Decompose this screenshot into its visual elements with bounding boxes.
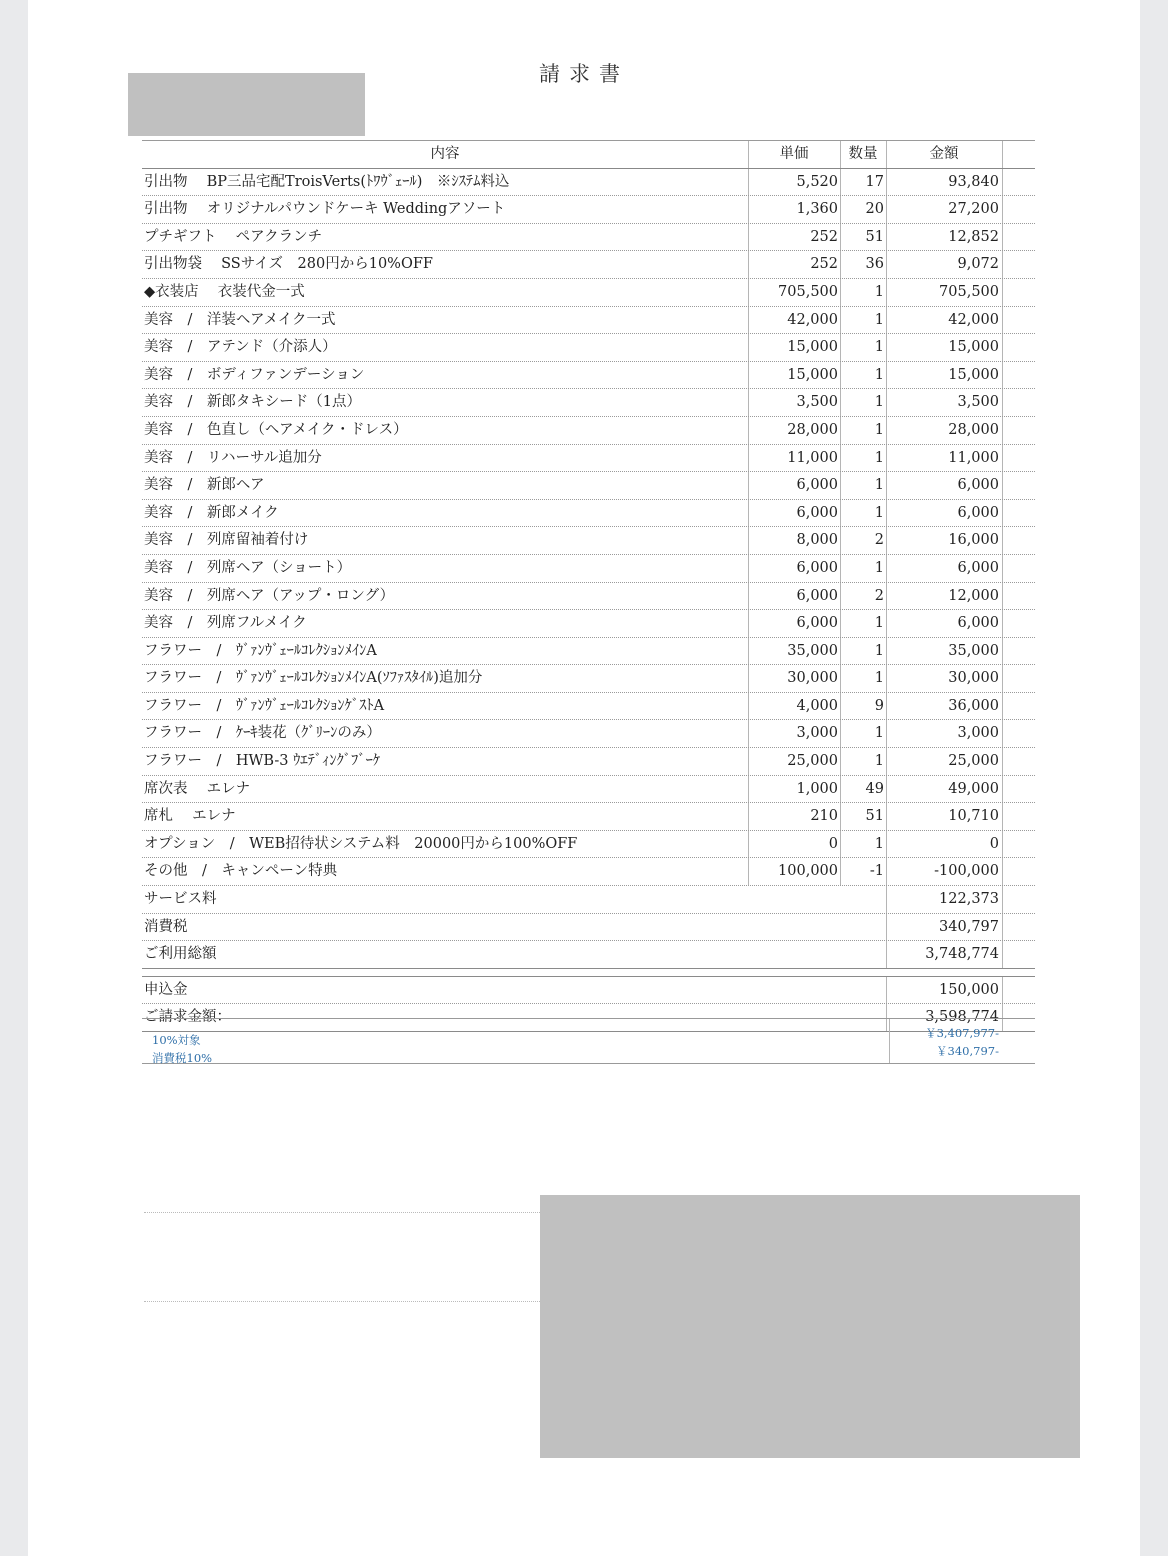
item-desc: 美容 / 列席フルメイク [144, 615, 307, 632]
summary-row-tax [142, 914, 1035, 942]
redacted-recipient-block [128, 73, 365, 136]
summary-row-service [142, 886, 1035, 914]
table-row [142, 610, 1035, 638]
item-desc: 美容 / 列席ヘア（アップ・ロング） [144, 587, 395, 604]
redacted-issuer-block [540, 1195, 1080, 1458]
item-price: 4,000 [796, 697, 838, 714]
signature-line [144, 1212, 544, 1213]
item-price: 705,500 [778, 283, 838, 300]
item-qty: 51 [865, 808, 884, 825]
service-value: 122,373 [939, 891, 999, 908]
summary-row-total [142, 941, 1035, 969]
item-price: 0 [828, 835, 838, 852]
item-qty: 1 [874, 477, 884, 494]
item-amount: 35,000 [948, 642, 999, 659]
header-price: 単価 [779, 146, 809, 162]
table-row [142, 748, 1035, 776]
item-desc: ◆衣装店 衣装代金一式 [144, 283, 305, 300]
item-qty: 2 [874, 532, 884, 549]
item-desc: 美容 / 色直し（ヘアメイク・ドレス） [144, 421, 408, 438]
item-amount: 0 [989, 835, 999, 852]
item-amount: 705,500 [939, 283, 999, 300]
item-price: 6,000 [796, 477, 838, 494]
table-header [142, 140, 1035, 169]
item-amount: 12,000 [948, 587, 999, 604]
item-qty: 1 [874, 725, 884, 742]
table-row [142, 389, 1035, 417]
tax-rate-label: 消費税10% [152, 1051, 213, 1065]
item-price: 28,000 [787, 421, 838, 438]
item-desc: 美容 / 新郎ヘア [144, 477, 265, 494]
item-amount: 15,000 [948, 339, 999, 356]
item-qty: 1 [874, 394, 884, 411]
tax-target-value: ￥3,407,977- [925, 1026, 999, 1040]
item-price: 8,000 [796, 532, 838, 549]
invoice-table [142, 140, 1035, 1032]
item-amount: 49,000 [948, 780, 999, 797]
item-amount: 6,000 [957, 615, 999, 632]
item-desc: 美容 / 列席留袖着付け [144, 532, 309, 549]
item-price: 3,500 [796, 394, 838, 411]
item-desc: その他 / キャンペーン特典 [144, 863, 338, 880]
item-price: 1,360 [796, 201, 838, 218]
item-desc: 席札 エレナ [144, 808, 236, 825]
table-row [142, 307, 1035, 335]
table-row [142, 417, 1035, 445]
item-desc: 引出物 BP三品宅配TroisVerts(ﾄﾜｳﾞｪｰﾙ) ※ｼｽﾃﾑ料込 [144, 173, 510, 190]
table-row [142, 196, 1035, 224]
item-qty: 2 [874, 587, 884, 604]
service-label: サービス料 [144, 891, 217, 908]
item-desc: 美容 / 列席ヘア（ショート） [144, 559, 352, 576]
item-desc: 美容 / ボディファンデーション [144, 366, 365, 383]
total-value: 3,748,774 [925, 946, 999, 963]
item-desc: プチギフト ペアクランチ [144, 228, 323, 245]
table-row [142, 472, 1035, 500]
item-price: 35,000 [787, 642, 838, 659]
item-qty: 1 [874, 835, 884, 852]
item-qty: 20 [865, 201, 884, 218]
item-amount: 3,500 [957, 394, 999, 411]
item-qty: 1 [874, 753, 884, 770]
table-row [142, 279, 1035, 307]
item-desc: フラワー / ｳﾞｧﾝｳﾞｪｰﾙｺﾚｸｼｮﾝﾒｲﾝA(ｿﾌｧｽﾀｲﾙ)追加分 [144, 670, 483, 687]
tax-label: 消費税 [144, 918, 188, 935]
item-desc: 引出物 オリジナルパウンドケーキ Weddingアソート [144, 201, 506, 218]
total-label: ご利用総額 [144, 946, 217, 963]
item-amount: 27,200 [948, 201, 999, 218]
deposit-label: 申込金 [144, 981, 188, 998]
table-row [142, 831, 1035, 859]
item-desc: フラワー / ｳﾞｧﾝｳﾞｪｰﾙｺﾚｸｼｮﾝｹﾞｽﾄA [144, 697, 385, 714]
table-row [142, 334, 1035, 362]
item-price: 6,000 [796, 504, 838, 521]
table-row [142, 555, 1035, 583]
tax-value: 340,797 [939, 918, 999, 935]
item-amount: 11,000 [948, 449, 999, 466]
item-amount: 6,000 [957, 559, 999, 576]
summary-separator [142, 969, 1035, 977]
item-qty: 51 [865, 228, 884, 245]
item-amount: 15,000 [948, 366, 999, 383]
tax-rate-value: ￥340,797- [936, 1044, 999, 1058]
item-amount: 6,000 [957, 504, 999, 521]
item-desc: フラワー / ｹｰｷ装花（ｸﾞﾘｰﾝのみ） [144, 725, 381, 742]
billing-label: ご請求金額： [144, 1009, 231, 1026]
table-row [142, 500, 1035, 528]
item-qty: 1 [874, 421, 884, 438]
item-rows [142, 169, 1035, 886]
billing-value: 3,598,774 [925, 1009, 999, 1026]
item-amount: 42,000 [948, 311, 999, 328]
item-price: 6,000 [796, 615, 838, 632]
item-desc: 美容 / 新郎タキシード（1点） [144, 394, 361, 411]
item-price: 6,000 [796, 587, 838, 604]
item-amount: -100,000 [934, 863, 999, 880]
item-price: 5,520 [796, 173, 838, 190]
invoice-page [28, 0, 1140, 1556]
item-qty: 1 [874, 449, 884, 466]
item-price: 252 [810, 228, 838, 245]
item-qty: 1 [874, 366, 884, 383]
tax-target-label: 10%対象 [152, 1033, 201, 1047]
item-amount: 10,710 [948, 808, 999, 825]
item-desc: フラワー / ｳﾞｧﾝｳﾞｪｰﾙｺﾚｸｼｮﾝﾒｲﾝA [144, 642, 377, 659]
table-row [142, 251, 1035, 279]
item-amount: 93,840 [948, 173, 999, 190]
tax-breakdown [142, 1018, 1035, 1064]
table-row [142, 803, 1035, 831]
table-row [142, 858, 1035, 886]
item-amount: 28,000 [948, 421, 999, 438]
item-price: 100,000 [778, 863, 838, 880]
header-amount: 金額 [929, 146, 959, 162]
item-qty: 1 [874, 339, 884, 356]
table-row [142, 445, 1035, 473]
table-row [142, 583, 1035, 611]
item-amount: 16,000 [948, 532, 999, 549]
item-qty: 1 [874, 615, 884, 632]
item-desc: 美容 / 新郎メイク [144, 504, 279, 521]
item-amount: 30,000 [948, 670, 999, 687]
item-qty: 1 [874, 559, 884, 576]
item-price: 25,000 [787, 753, 838, 770]
table-row [142, 362, 1035, 390]
item-price: 6,000 [796, 559, 838, 576]
table-row [142, 776, 1035, 804]
item-qty: 1 [874, 504, 884, 521]
item-qty: -1 [869, 863, 884, 880]
item-qty: 9 [874, 697, 884, 714]
signature-line [144, 1301, 544, 1302]
item-qty: 1 [874, 670, 884, 687]
item-amount: 36,000 [948, 697, 999, 714]
item-price: 11,000 [787, 449, 838, 466]
summary-row-deposit [142, 977, 1035, 1005]
item-qty: 17 [865, 173, 884, 190]
invoice-title: 請求書 [539, 62, 629, 86]
item-desc: オプション / WEB招待状システム料 20000円から100%OFF [144, 835, 578, 852]
item-price: 42,000 [787, 311, 838, 328]
item-qty: 36 [865, 256, 884, 273]
item-qty: 49 [865, 780, 884, 797]
item-qty: 1 [874, 283, 884, 300]
table-row [142, 665, 1035, 693]
item-desc: フラワー / HWB-3 ｳｴﾃﾞｨﾝｸﾞﾌﾞｰｹ [144, 753, 381, 770]
deposit-value: 150,000 [939, 981, 999, 998]
item-amount: 3,000 [957, 725, 999, 742]
item-desc: 引出物袋 SSサイズ 280円から10%OFF [144, 256, 433, 273]
item-qty: 1 [874, 642, 884, 659]
item-price: 3,000 [796, 725, 838, 742]
header-desc: 内容 [430, 146, 460, 162]
item-price: 210 [810, 808, 838, 825]
item-price: 1,000 [796, 780, 838, 797]
item-desc: 席次表 エレナ [144, 780, 251, 797]
item-amount: 6,000 [957, 477, 999, 494]
item-desc: 美容 / 洋装ヘアメイク一式 [144, 311, 336, 328]
table-row [142, 527, 1035, 555]
item-price: 30,000 [787, 670, 838, 687]
table-row [142, 693, 1035, 721]
item-amount: 12,852 [948, 228, 999, 245]
item-amount: 25,000 [948, 753, 999, 770]
item-price: 15,000 [787, 339, 838, 356]
item-desc: 美容 / アテンド（介添人） [144, 339, 337, 356]
item-price: 15,000 [787, 366, 838, 383]
item-price: 252 [810, 256, 838, 273]
header-qty: 数量 [848, 146, 878, 162]
item-desc: 美容 / リハーサル追加分 [144, 449, 322, 466]
table-row [142, 638, 1035, 666]
item-amount: 9,072 [957, 256, 999, 273]
table-row [142, 720, 1035, 748]
table-row [142, 169, 1035, 197]
table-row [142, 224, 1035, 252]
item-qty: 1 [874, 311, 884, 328]
